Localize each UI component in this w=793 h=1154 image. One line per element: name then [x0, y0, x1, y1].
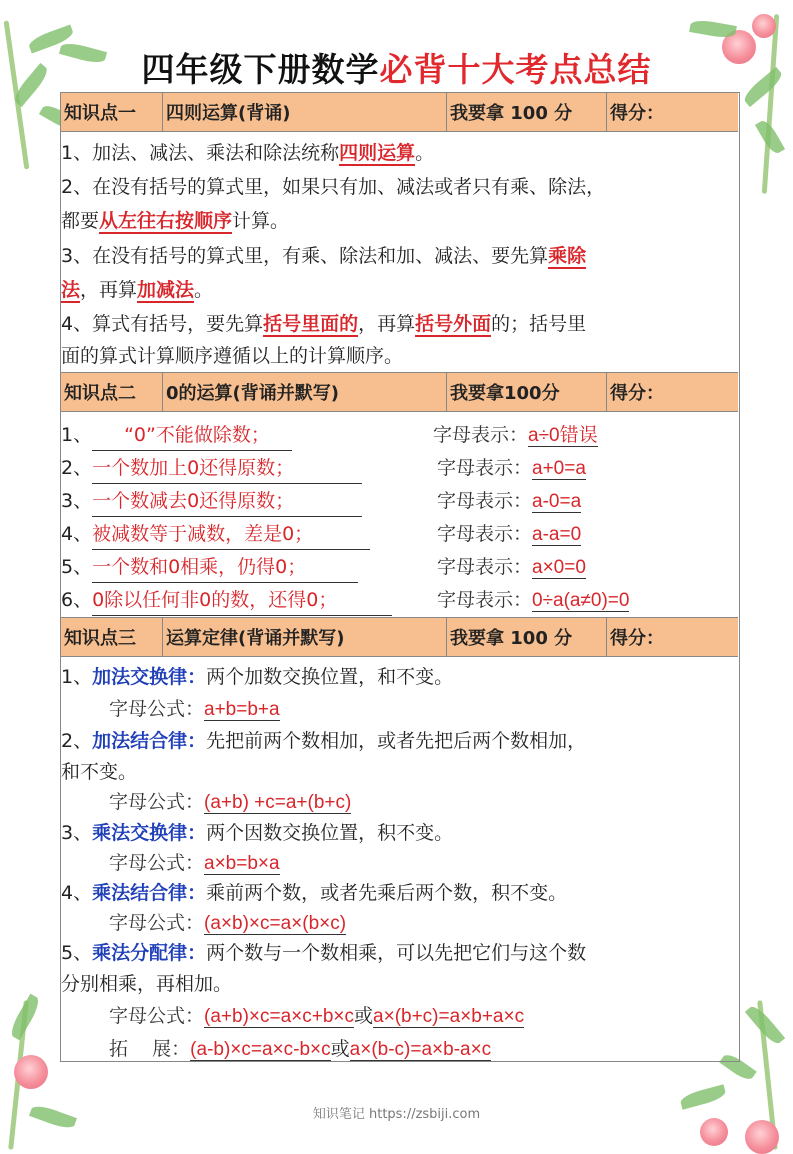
law-name: 加法结合律：	[92, 730, 207, 752]
zero-rule-row: 2、一个数加上0还得原数；	[61, 453, 362, 484]
zero-formula-row: 字母表示：a×0=0	[437, 556, 586, 578]
zero-rule-row: 4、被减数等于减数，差是0；	[61, 519, 370, 550]
law-1: 1、加法交换律：两个加数交换位置，和不变。	[61, 666, 454, 688]
law-2-formula-row: 字母公式：(a+b) +c=a+(b+c)	[109, 791, 352, 813]
zero-rule-row: 5、一个数和0相乘，仍得0；	[61, 552, 358, 583]
zero-formula-row: 字母表示：a-0=a	[437, 490, 582, 512]
law-name: 乘法结合律：	[92, 882, 207, 904]
law-1-formula-row: 字母公式：a+b=b+a	[109, 698, 280, 720]
zero-rule: “0”不能做除数；	[92, 420, 292, 451]
law-name: 乘法交换律：	[92, 822, 207, 844]
law-formula: (a+b)×c=a×c+b×c	[204, 1006, 355, 1027]
section-1-line-6: 4、算式有括号，要先算括号里面的，再算括号外面的；括号里	[61, 313, 587, 335]
section-1-header	[61, 92, 738, 132]
keyword: 乘除	[548, 245, 587, 267]
zero-rule: 一个数和0相乘，仍得0；	[92, 552, 358, 583]
law-formula: (a+b) +c=a+(b+c)	[204, 792, 352, 813]
zero-rule: 一个数减去0还得原数；	[92, 486, 362, 517]
keyword: 括号外面	[415, 313, 492, 335]
section-3-topic: 运算定律(背诵并默写)	[163, 618, 447, 656]
section-2-topic: 0的运算(背诵并默写)	[163, 373, 447, 411]
section-1-line-5: 法，再算加减法。	[61, 279, 214, 301]
law-4: 4、乘法结合律：乘前两个数，或者先乘后两个数，积不变。	[61, 882, 568, 904]
law-formula: (a×b)×c=a×(b×c)	[204, 913, 347, 934]
extension-formula-row: 拓 展：(a-b)×c=a×c-b×c或a×(b-c)=a×b-a×c	[109, 1038, 492, 1060]
law-3-formula-row: 字母公式：a×b=b×a	[109, 852, 280, 874]
section-1-line-2: 2、在没有括号的算式里，如果只有加、减法或者只有乘、除法，	[61, 176, 606, 198]
keyword: 从左往右按顺序	[99, 210, 233, 232]
section-1-line-7: 面的算式计算顺序遵循以上的计算顺序。	[61, 345, 404, 367]
keyword: 四则运算	[339, 142, 416, 164]
zero-formula: a-0=a	[532, 491, 582, 512]
section-3-score: 得分：	[610, 628, 664, 649]
watermark: 知识笔记 https://zsbiji.com	[312, 1107, 481, 1122]
title-red: 必背十大考点总结	[379, 50, 652, 89]
zero-formula: a×0=0	[532, 557, 586, 578]
section-1-line-1: 1、加法、减法、乘法和除法统称四则运算。	[61, 142, 435, 164]
zero-formula: a+0=a	[532, 458, 586, 479]
zero-formula-row: 字母表示：0÷a(a≠0)=0	[437, 589, 630, 611]
zero-rule: 0除以任何非0的数，还得0；	[92, 585, 392, 616]
zero-rule-row: 1、 “0”不能做除数；	[61, 420, 292, 451]
section-1-line-4: 3、在没有括号的算式里，有乘、除法和加、减法、要先算乘除	[61, 245, 587, 267]
keyword: 法	[61, 279, 81, 301]
keyword: 加减法	[137, 279, 195, 301]
law-formula-alt: a×(b+c)=a×b+a×c	[373, 1006, 525, 1027]
section-1-goal: 我要拿 100 分	[447, 93, 607, 131]
section-2-header	[61, 372, 738, 412]
section-2-label: 知识点二	[61, 373, 163, 411]
law-formula: (a-b)×c=a×c-b×c	[190, 1039, 331, 1060]
law-4-formula-row: 字母公式：(a×b)×c=a×(b×c)	[109, 912, 347, 934]
title-black: 四年级下册数学	[141, 50, 380, 89]
section-2-score: 得分：	[610, 383, 664, 404]
zero-formula: 0÷a(a≠0)=0	[532, 590, 630, 611]
law-3: 3、乘法交换律：两个因数交换位置，积不变。	[61, 822, 454, 844]
law-name: 加法交换律：	[92, 666, 207, 688]
section-1-topic: 四则运算(背诵)	[163, 93, 447, 131]
zero-rule-row: 3、一个数减去0还得原数；	[61, 486, 362, 517]
section-1-label: 知识点一	[61, 93, 163, 131]
zero-formula: a-a=0	[532, 524, 582, 545]
keyword: 括号里面的	[263, 313, 359, 335]
section-2-goal: 我要拿100分	[447, 373, 607, 411]
zero-formula: a÷0错误	[528, 425, 598, 446]
section-3-goal: 我要拿 100 分	[447, 618, 607, 656]
law-formula-alt: a×(b-c)=a×b-a×c	[349, 1039, 492, 1060]
section-3-label: 知识点三	[61, 618, 163, 656]
law-5-cont: 分别相乘，再相加。	[61, 973, 233, 995]
zero-rule-row: 6、0除以任何非0的数，还得0；	[61, 585, 392, 616]
law-formula: a+b=b+a	[204, 699, 280, 720]
zero-formula-row: 字母表示：a÷0错误	[433, 424, 598, 446]
law-5: 5、乘法分配律：两个数与一个数相乘，可以先把它们与这个数	[61, 942, 587, 964]
law-2: 2、加法结合律：先把前两个数相加，或者先把后两个数相加，	[61, 730, 587, 752]
section-1-score: 得分：	[610, 102, 664, 124]
zero-rule: 一个数加上0还得原数；	[92, 453, 362, 484]
law-2-cont: 和不变。	[61, 761, 138, 783]
page-title	[0, 44, 793, 91]
worksheet	[60, 92, 740, 1062]
law-name: 乘法分配律：	[92, 942, 207, 964]
section-3-header	[61, 617, 738, 657]
zero-formula-row: 字母表示：a-a=0	[437, 523, 582, 545]
zero-formula-row: 字母表示：a+0=a	[437, 457, 586, 479]
zero-rule: 被减数等于减数，差是0；	[92, 519, 370, 550]
law-5-formula-row: 字母公式：(a+b)×c=a×c+b×c或a×(b+c)=a×b+a×c	[109, 1005, 525, 1027]
law-formula: a×b=b×a	[204, 853, 280, 874]
section-1-line-3: 都要从左往右按顺序计算。	[61, 210, 290, 232]
